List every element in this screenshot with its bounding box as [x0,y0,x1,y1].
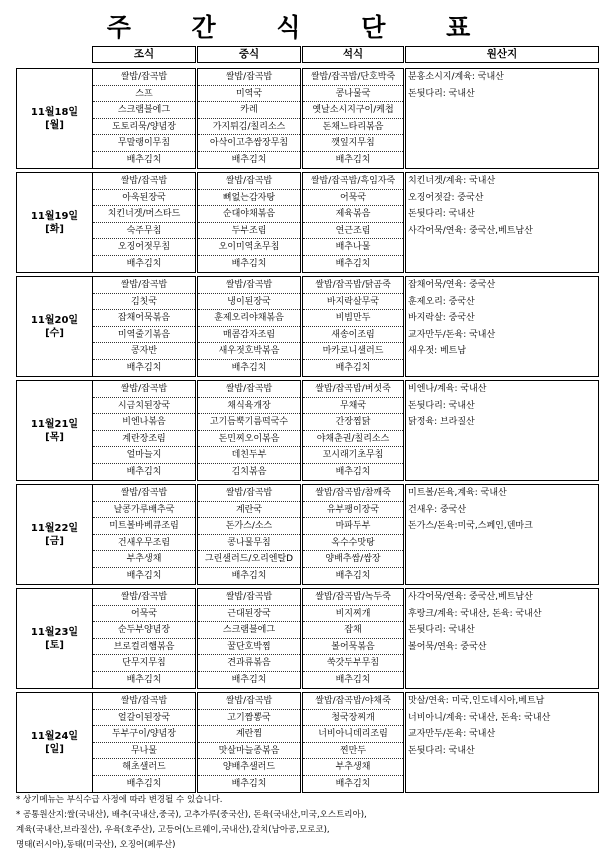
menu-item: 너비아니데리조림 [303,726,403,743]
menu-item: 견과류볶음 [198,655,300,672]
menu-item: 야채춘권/칠리소스 [303,431,403,448]
menu-item: 찐만두 [303,743,403,760]
menu-item: 아욱된장국 [93,190,195,207]
menu-item: 무말랭이무침 [93,135,195,152]
menu-item: 잡채 [303,622,403,639]
menu-item: 볼어묵볶음 [303,639,403,656]
menu-item: 배추김치 [231,778,267,789]
menu-item: 깻잎지무침 [303,135,403,152]
origin-line: 미트볼/돈육,계육: 국내산 [408,488,507,498]
menu-item: 옛날소시지구이/케첩 [303,102,403,119]
day-label [16,380,93,481]
menu-item: 김칫국 [93,294,195,311]
menu-item: 옥수수맛탕 [303,535,403,552]
origin-column [405,276,599,377]
origin-column [405,68,599,169]
note-line: * 공통원산지:쌀(국내산), 배추(국내산,중국), 고추가루(중국산), 돈육(국내산,미국,오스트리아), [16,810,367,820]
menu-item: 배추김치 [126,258,162,269]
day-weekday: [화] [45,223,64,235]
lunch-column [197,588,301,689]
origin-column [405,380,599,481]
menu-item: 배추김치 [231,154,267,165]
origin-column [405,588,599,689]
menu-item: 숙주무침 [93,223,195,240]
origin-line: 너비아니/계육: 국내산, 돈육: 국내산 [408,712,551,723]
menu-item: 양배추샐러드 [198,759,300,776]
menu-item: 스크램블에그 [198,622,300,639]
menu-item: 쌀밥/잡곡밥/닭곰죽 [303,277,403,294]
day-label [16,588,93,689]
menu-item: 어묵국 [303,190,403,207]
menu-item: 쌀밥/잡곡밥 [198,277,300,294]
menu-item: 미트볼바베큐조림 [93,518,195,535]
menu-item: 콩자반 [93,343,195,360]
origin-column [405,172,599,273]
origin-line: 교자만두/돈육: 국내산 [408,329,496,340]
menu-item: 비엔나볶음 [93,414,195,431]
origin-line: 돈뒷다리: 국내산 [408,88,475,99]
breakfast-column [92,172,196,273]
day-weekday: [토] [45,639,64,651]
menu-item: 두부조림 [198,223,300,240]
menu-item: 치킨너겟/머스타드 [93,206,195,223]
menu-item: 얼마늘지 [93,447,195,464]
menu-item: 쌀밥/잡곡밥/참깨죽 [303,485,403,502]
menu-item: 쌀밥/잡곡밥 [93,589,195,606]
menu-item: 근대된장국 [198,606,300,623]
note-line: 명태(러시아),동태(미국산), 오징어(페루산) [16,840,176,850]
menu-item: 비빔만두 [303,310,403,327]
menu-item: 쌀밥/잡곡밥 [93,69,195,86]
menu-item: 김치볶음 [231,466,267,477]
menu-item: 간장찜닭 [303,414,403,431]
menu-item: 배추김치 [126,154,162,165]
breakfast-column [92,588,196,689]
menu-item: 쌀밥/잡곡밥/야채죽 [303,693,403,710]
day-label [16,692,93,793]
menu-item: 배추김치 [126,778,162,789]
origin-line: 바지락살: 중국산 [408,313,475,323]
menu-item: 얼갈이된장국 [93,710,195,727]
menu-item: 새송이조림 [303,327,403,344]
menu-item: 단무지무침 [93,655,195,672]
origin-line: 비엔나/계육: 국내산 [408,384,487,394]
menu-item: 건새우무조림 [93,535,195,552]
menu-item: 부추생채 [303,759,403,776]
day-weekday: [월] [45,119,64,131]
origin-line: 분홍소시지/계육: 국내산 [408,72,504,82]
origin-line: 사각어묵/연육: 중국산,베트남산 [408,225,533,236]
menu-item: 계란찜 [198,726,300,743]
day-label [16,172,93,273]
day-date: 11월23일 [30,626,79,638]
menu-item: 뼈없는감자탕 [198,190,300,207]
day-label [16,68,93,169]
lunch-column [197,172,301,273]
menu-item: 가지튀김/칠리소스 [198,119,300,136]
menu-item: 배추김치 [335,154,371,165]
dinner-column [302,276,404,377]
day-label [16,276,93,377]
menu-item: 배추김치 [335,362,371,373]
menu-item: 무채국 [303,398,403,415]
dinner-column [302,692,404,793]
menu-item: 콩나물국 [303,86,403,103]
menu-item: 두부구이/양념장 [93,726,195,743]
header-breakfast: 조식 [92,46,196,63]
menu-item: 부추생채 [93,551,195,568]
menu-item: 고기듬뿍기름떡국수 [198,414,300,431]
day-date: 11월22일 [30,522,79,534]
menu-item: 쌀밥/잡곡밥/단호박죽 [303,69,403,86]
menu-item: 꿀단호박찜 [198,639,300,656]
dinner-column [302,68,404,169]
origin-line: 돈뒷다리: 국내산 [408,400,475,411]
menu-item: 어묵국 [93,606,195,623]
menu-item: 도토리묵/양념장 [93,119,195,136]
menu-item: 고기짬뽕국 [198,710,300,727]
menu-item: 쌀밥/잡곡밥/녹두죽 [303,589,403,606]
menu-item: 바지락살무국 [303,294,403,311]
menu-item: 쌀밥/잡곡밥 [198,173,300,190]
menu-item: 배추김치 [231,258,267,269]
menu-item: 돈가스/소스 [198,518,300,535]
menu-item: 배추김치 [231,362,267,373]
header-dinner: 석식 [302,46,404,63]
lunch-column [197,380,301,481]
menu-item: 매콤감자조림 [198,327,300,344]
breakfast-column [92,484,196,585]
breakfast-column [92,276,196,377]
header-origin: 원산지 [405,46,599,63]
menu-item: 그린샐러드/오리엔탈D [198,551,300,568]
menu-item: 쑥갓두부무침 [303,655,403,672]
menu-item: 미역국 [198,86,300,103]
origin-line: 새우젓: 베트남 [408,346,467,356]
day-weekday: [금] [45,535,64,547]
menu-item: 배추김치 [126,570,162,581]
dinner-column [302,380,404,481]
day-label [16,484,93,585]
day-weekday: [일] [45,743,64,755]
menu-item: 데친두부 [198,447,300,464]
note-line: * 상기메뉴는 부식수급 사정에 따라 변경될 수 있습니다. [16,795,223,805]
day-date: 11월24일 [30,730,79,742]
day-date: 11월20일 [30,314,79,326]
menu-item: 배추김치 [335,466,371,477]
origin-line: 후랑크/계육: 국내산, 돈육: 국내산 [408,608,542,619]
breakfast-column [92,68,196,169]
menu-item: 카레 [198,102,300,119]
menu-item: 꼬시래기초무침 [303,447,403,464]
menu-item: 양배추쌈/쌈장 [303,551,403,568]
menu-item: 잡채어묵볶음 [93,310,195,327]
origin-line: 건새우: 중국산 [408,504,467,515]
page-title: 주 간 식 단 표 [106,13,497,42]
menu-item: 쌀밥/잡곡밥 [198,485,300,502]
lunch-column [197,484,301,585]
menu-item: 순대야채볶음 [198,206,300,223]
menu-item: 날콩가루배추국 [93,502,195,519]
menu-item: 쌀밥/잡곡밥 [198,693,300,710]
menu-item: 오징어젓무침 [93,239,195,256]
menu-item: 쌀밥/잡곡밥 [93,381,195,398]
menu-item: 맛살마늘종볶음 [198,743,300,760]
menu-item: 쌀밥/잡곡밥 [93,693,195,710]
breakfast-column [92,692,196,793]
menu-item: 무나물 [93,743,195,760]
menu-item: 스프 [93,86,195,103]
menu-item: 쌀밥/잡곡밥 [93,173,195,190]
menu-item: 연근조림 [303,223,403,240]
origin-line: 잡채어묵/연육: 중국산 [408,280,496,290]
origin-line: 돈뒷다리: 국내산 [408,745,475,756]
day-weekday: [수] [45,327,64,339]
menu-item: 배추김치 [335,570,371,581]
menu-item: 마파두부 [303,518,403,535]
lunch-column [197,68,301,169]
menu-item: 쌀밥/잡곡밥 [93,485,195,502]
menu-item: 콩나물무침 [198,535,300,552]
menu-item: 브로컬리햄볶음 [93,639,195,656]
header-lunch: 중식 [197,46,301,63]
menu-item: 돈민찌오이볶음 [198,431,300,448]
menu-item: 배추김치 [126,466,162,477]
origin-line: 돈뒷다리: 국내산 [408,209,475,219]
menu-item: 아삭이고추쌈장무침 [198,135,300,152]
origin-line: 사각어묵/연육: 중국산,베트남산 [408,592,533,602]
menu-item: 제육볶음 [303,206,403,223]
origin-line: 훈제오리: 중국산 [408,296,475,307]
menu-item: 청국장찌개 [303,710,403,727]
menu-item: 배추김치 [231,674,267,685]
origin-line: 돈가스/돈육:미국,스페인,덴마크 [408,521,533,531]
dinner-column [302,484,404,585]
menu-item: 채식육개장 [198,398,300,415]
notes [16,793,601,853]
menu-item: 배추김치 [231,570,267,581]
origin-line: 맛살/연육: 미국,인도네시아,베트남 [408,696,545,706]
origin-line: 교자만두/돈육: 국내산 [408,729,496,739]
menu-item: 쌀밥/잡곡밥 [198,69,300,86]
day-date: 11월21일 [30,418,79,430]
menu-item: 오이미역초무침 [198,239,300,256]
menu-item: 배추김치 [335,258,371,269]
lunch-column [197,692,301,793]
origin-column [405,484,599,585]
dinner-column [302,172,404,273]
menu-item: 쌀밥/잡곡밥/버섯죽 [303,381,403,398]
menu-item: 훈제오리야채볶음 [198,310,300,327]
menu-item: 해초샐러드 [93,759,195,776]
day-date: 11월18일 [30,106,79,118]
origin-line: 치킨너겟/계육: 국내산 [408,176,496,186]
menu-item: 순두부양념장 [93,622,195,639]
menu-item: 마카로니샐러드 [303,343,403,360]
menu-item: 배추김치 [335,674,371,685]
lunch-column [197,276,301,377]
menu-item: 쌀밥/잡곡밥 [198,589,300,606]
origin-line: 닭정육: 브라질산 [408,417,475,427]
day-date: 11월19일 [30,210,79,222]
menu-item: 비지찌개 [303,606,403,623]
dinner-column [302,588,404,689]
menu-item: 스크램블에그 [93,102,195,119]
menu-item: 배추나물 [303,239,403,256]
day-weekday: [목] [45,431,64,443]
origin-column [405,692,599,793]
menu-item: 계란장조림 [93,431,195,448]
menu-item: 쌀밥/잡곡밥/흑임자죽 [303,173,403,190]
note-line: 계육(국내산,브라질산), 우육(호주산), 고등어(노르웨이,국내산),갈치(남아공,모로코), [16,825,330,835]
menu-item: 시금치된장국 [93,398,195,415]
menu-item: 냉이된장국 [198,294,300,311]
menu-item: 유부팽이장국 [303,502,403,519]
menu-item: 계란국 [198,502,300,519]
menu-item: 쌀밥/잡곡밥 [198,381,300,398]
origin-line: 볼어묵/연육: 중국산 [408,641,487,652]
menu-item: 배추김치 [126,674,162,685]
origin-line: 오징어젓갈: 중국산 [408,192,484,203]
menu-item: 배추김치 [126,362,162,373]
menu-item: 미역줄기볶음 [93,327,195,344]
breakfast-column [92,380,196,481]
menu-item: 쌀밥/잡곡밥 [93,277,195,294]
menu-item: 새우젓호박볶음 [198,343,300,360]
origin-line: 돈뒷다리: 국내산 [408,625,475,635]
menu-item: 돈채느타리볶음 [303,119,403,136]
menu-item: 배추김치 [335,778,371,789]
